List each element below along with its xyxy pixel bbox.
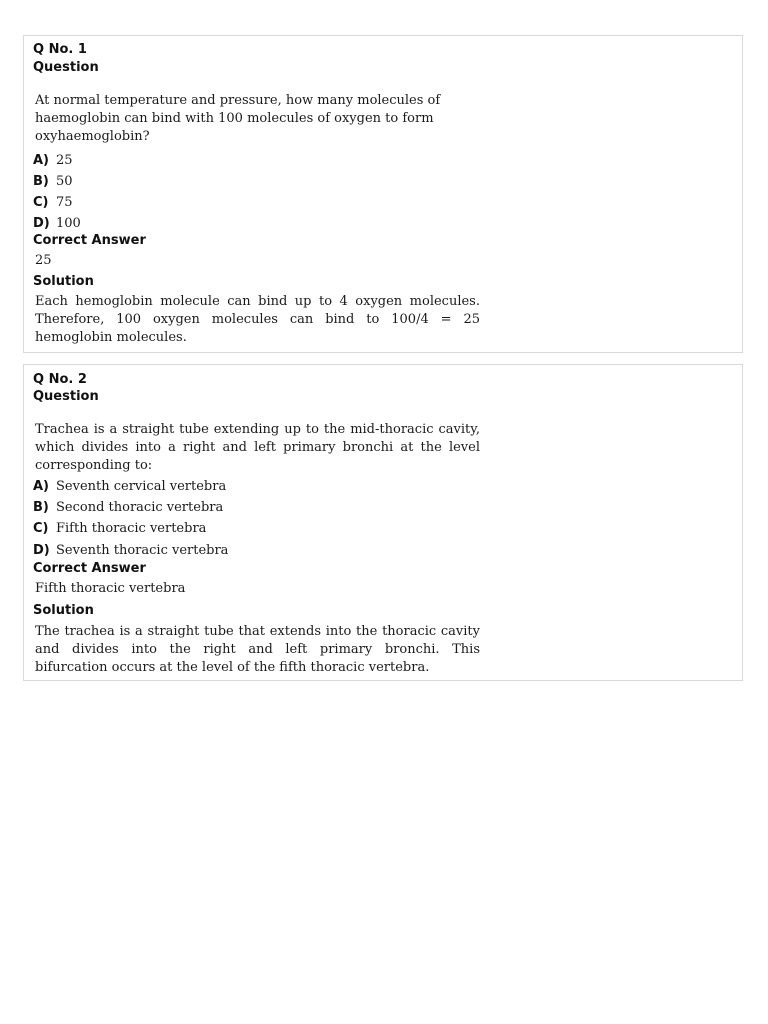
option-c xyxy=(33,517,206,535)
question-number: Q No. 1 xyxy=(33,42,87,57)
question-number: Q No. 2 xyxy=(33,372,87,387)
correct-answer-label: Correct Answer xyxy=(33,233,146,248)
option-key: D) xyxy=(33,216,50,231)
option-text: 50 xyxy=(56,174,73,189)
solution-text: Each hemoglobin molecule can bind up to 4 oxygen molecules. Therefore, 100 oxygen molecules can bind to 100/4 = 25 hemoglobin molecules. xyxy=(35,294,480,345)
option-text: Seventh cervical vertebra xyxy=(56,479,227,494)
option-a xyxy=(33,149,73,167)
option-key: A) xyxy=(33,479,50,494)
option-b xyxy=(33,496,223,514)
question-text: At normal temperature and pressure, how many molecules of haemoglobin can bind with 100 molecules of oxygen to form oxyhaemoglobin? xyxy=(35,93,441,144)
option-key: B) xyxy=(33,174,49,189)
question-card xyxy=(23,364,743,681)
option-text: 75 xyxy=(56,195,73,210)
option-text: 100 xyxy=(56,216,81,231)
option-c xyxy=(33,191,73,209)
option-b xyxy=(33,170,73,188)
option-key: D) xyxy=(33,543,50,558)
solution-text: The trachea is a straight tube that extends into the thoracic cavity and divides into the right and left primary bronchi. This bifurcation occurs at the level of the fifth thoracic vertebra. xyxy=(35,624,480,675)
option-key: C) xyxy=(33,195,49,210)
option-text: Second thoracic vertebra xyxy=(56,500,224,515)
solution-label: Solution xyxy=(33,603,94,618)
correct-answer-value: 25 xyxy=(35,253,52,268)
question-label: Question xyxy=(33,389,99,404)
option-text: Fifth thoracic vertebra xyxy=(56,521,207,536)
question-text: Trachea is a straight tube extending up to the mid-thoracic cavity, which divides into a right and left primary bronchi at the level corresponding to: xyxy=(35,422,480,473)
correct-answer-value: Fifth thoracic vertebra xyxy=(35,581,186,596)
correct-answer-label: Correct Answer xyxy=(33,561,146,576)
option-key: A) xyxy=(33,153,50,168)
option-key: C) xyxy=(33,521,49,536)
option-text: 25 xyxy=(56,153,73,168)
option-key: B) xyxy=(33,500,49,515)
solution-label: Solution xyxy=(33,274,94,289)
question-card xyxy=(23,35,743,353)
option-d xyxy=(33,212,81,230)
option-text: Seventh thoracic vertebra xyxy=(56,543,229,558)
question-label: Question xyxy=(33,60,99,75)
option-a xyxy=(33,475,226,493)
option-d xyxy=(33,539,228,557)
